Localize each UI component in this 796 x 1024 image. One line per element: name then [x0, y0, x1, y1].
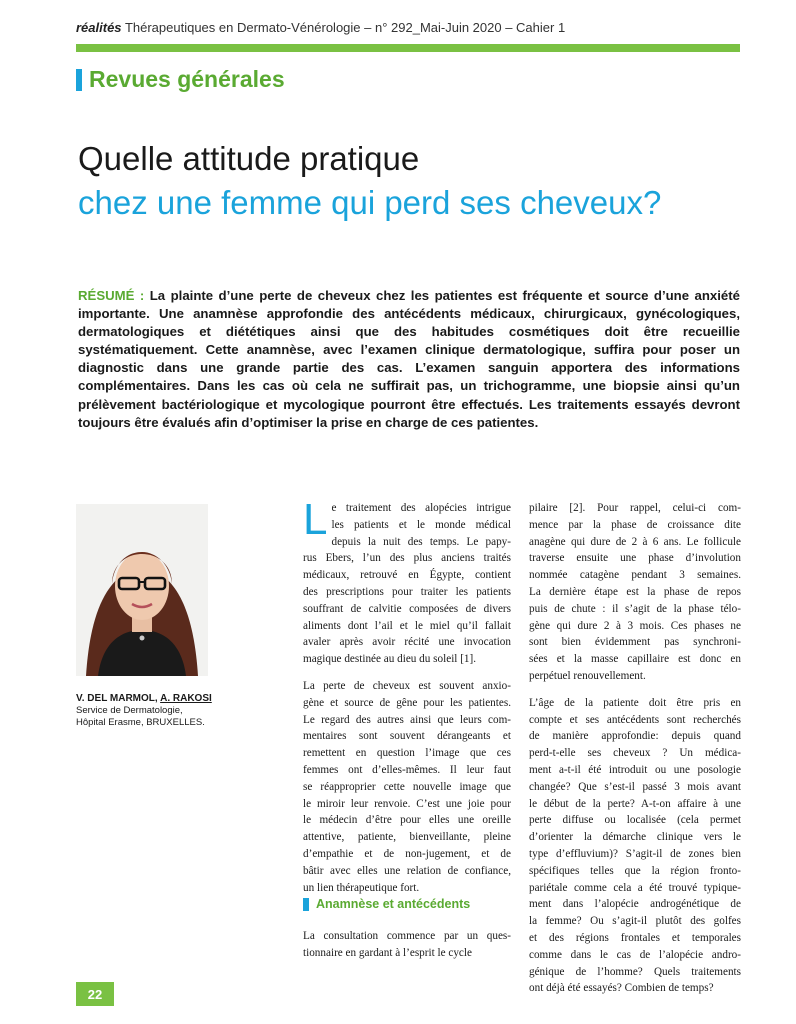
text-line: aliments dont l’ail et le miel qu’il fallait — [303, 619, 511, 632]
text-line: attentive, patiente, bienveillante, pleine — [303, 831, 511, 844]
section-kicker — [76, 66, 285, 93]
author-photo — [76, 504, 208, 676]
text-line: un lien thérapeutique fort. — [303, 881, 420, 894]
text-line: médicaux, retrouvé en Égypte, contient — [303, 569, 511, 582]
subheading-bar — [303, 898, 309, 911]
subheading-label: Anamnèse et antécédents — [316, 897, 471, 911]
text-line: rus Ebers, l’un des plus anciens traités — [303, 552, 511, 565]
text-line: souffrant de calvitie composées de divers — [303, 602, 511, 615]
section-label: Revues générales — [89, 66, 285, 92]
text-line: puis de chute : il s’agit de la phase télo- — [529, 602, 741, 615]
running-header — [76, 20, 565, 35]
article-title-line2: chez une femme qui perd ses cheveux? — [78, 184, 662, 221]
author-service: Service de Dermatologie, — [76, 705, 183, 716]
text-line: ment dans l’alopécie androgénétique de — [529, 898, 741, 911]
text-line: et des régions frontales et temporales — [529, 931, 741, 944]
text-line: les patients et le monde médical — [331, 518, 511, 531]
text-line: La consultation commence par un ques- — [303, 930, 511, 942]
author-2: A. RAKOSI — [160, 693, 212, 704]
article-title-line1: Quelle attitude pratique — [78, 140, 420, 177]
text-line: e traitement des alopécies intrigue — [331, 502, 511, 514]
text-line: génique de l’homme? Quels traitements — [529, 965, 741, 978]
paragraph-intro — [303, 495, 511, 668]
text-line: des prescriptions pour traiter les patients — [303, 585, 511, 598]
body-column-2 — [529, 500, 741, 1007]
text-line: le médecin d’être pour elles une oreille — [303, 814, 511, 827]
author-names — [76, 693, 212, 705]
author-hospital: Hôpital Erasme, BRUXELLES. — [76, 717, 205, 728]
text-line: ont déjà été essayés? Combien de temps? — [529, 982, 714, 995]
text-line: ment a-t-il été introduit ou une posologie — [529, 763, 741, 776]
paragraph-patient-age — [529, 695, 741, 997]
text-line: gène qui dure 2 à 3 mois. Ces phases ne — [529, 619, 741, 632]
text-line: avaler après avoir récité une invocation — [303, 636, 511, 649]
text-line: pariétale comme cela a été trouvé typique- — [529, 881, 741, 894]
text-line: compte et ses antécédents sont recherchés — [529, 713, 741, 726]
header-rule — [76, 44, 740, 52]
text-line: La perte de cheveux est souvent anxio- — [303, 679, 511, 692]
text-line: traverse ensuite une phase d’involution — [529, 552, 741, 565]
text-line: depuis la nuit des temps. Le papy- — [331, 535, 511, 548]
journal-issue: Thérapeutiques en Dermato-Vénérologie – n° 292_Mai-Juin 2020 – Cahier 1 — [124, 20, 566, 35]
section-bar — [76, 69, 82, 91]
journal-brand: réalités — [76, 20, 122, 35]
text-line: type d’effluvium)? S’agit-il de zones bien — [529, 847, 741, 860]
text-line: sées et la masse capillaire est donc en — [529, 653, 741, 666]
text-line: bâtir avec elles une relation de confiance, — [303, 864, 511, 877]
paragraph-hair-cycle — [529, 500, 741, 685]
summary-abstract — [78, 287, 740, 432]
text-line: tionnaire en gardant à l’esprit le cycle — [303, 946, 472, 959]
text-line: mentaires sont souvent dérangeants et — [303, 730, 511, 743]
text-line: se réapproprier cette nouvelle image que — [303, 780, 511, 793]
page-number: 22 — [76, 982, 114, 1006]
text-line: la femme? Ou s’agit-il plutôt des golfes — [529, 915, 741, 928]
text-line: changée? Que s’est-il passé 3 mois avant — [529, 780, 741, 793]
text-line: nommée catagène pendant 3 semaines. — [529, 569, 741, 582]
text-line: spécifiques telles que la région fronto- — [529, 864, 741, 877]
text-line: femmes ont d’elles-mêmes. Il leur faut — [303, 763, 511, 776]
text-line: La dernière étape est la phase de repos — [529, 585, 741, 598]
text-line: mence par la phase de croissance dite — [529, 518, 741, 531]
text-line: remettent en question l’image que ces — [303, 747, 511, 760]
summary-text: La plainte d’une perte de cheveux chez les patientes est fréquente et source d’une anxiété importante. Une anamnèse approfondie des antécédents médicaux, chirurgicaux, gynécologiques, dermatologiques et diététiques ainsi que des habitudes cosmétiques doit être recueillie systématiquement. Cette anamnèse, avec l’examen clinique dermatologique, suffira pour poser un diagnostic dans une grande partie des cas. L’examen sanguin apportera des informations complémentaires. Dans les cas où cela ne suffirait pas, un trichogramme, une biopsie ainsi qu’un prélèvement bactériologique et mycologique pourront être effectués. Les traitements essayés devront toujours être évalués afin d’optimiser la prise en charge de ces patientes. — [78, 288, 740, 430]
text-line: gène et source de gêne pour les patientes. — [303, 696, 511, 709]
body-column-1-continued — [303, 928, 511, 972]
body-column-1 — [303, 495, 511, 906]
author-1: V. DEL MARMOL, — [76, 693, 158, 704]
text-line: Le regard des autres ainsi que leurs com- — [303, 713, 511, 726]
text-line: pilaire [2]. Pour rappel, celui-ci com- — [529, 502, 741, 514]
text-line: anagène qui dure de 2 à 6 ans. Le follicule — [529, 535, 741, 548]
text-line: perpétuel renouvellement. — [529, 669, 646, 682]
text-line: magique destinée au dieu du soleil [1]. — [303, 653, 477, 666]
drop-cap: L — [303, 495, 328, 544]
text-line: le miroir leur renvoie. C’est une joie pour — [303, 797, 511, 810]
text-line: de manière approfondie: depuis quand — [529, 730, 741, 743]
text-line: comme dans le cas de l’alopécie andro- — [529, 948, 741, 961]
author-block — [76, 693, 212, 729]
subheading — [303, 897, 470, 911]
summary-keyword: RÉSUMÉ : — [78, 288, 145, 303]
text-line: L’âge de la patiente doit être pris en — [529, 696, 741, 709]
text-line: d’empathie et de non-jugement, et de — [303, 847, 511, 860]
paragraph-consultation — [303, 928, 511, 962]
paragraph-intro-text — [303, 495, 511, 668]
text-line: perd-t-elle ses cheveux ? Un médica- — [529, 747, 741, 760]
text-line: le début de la perte? A-t-on affaire à une — [529, 797, 741, 810]
text-line: perte diffuse ou localisée (cela permet — [529, 814, 741, 827]
text-line: d’orienter la démarche clinique vers le — [529, 831, 741, 844]
text-line: sont bien évidemment pas synchroni- — [529, 636, 741, 649]
paragraph-anxiety — [303, 678, 511, 896]
